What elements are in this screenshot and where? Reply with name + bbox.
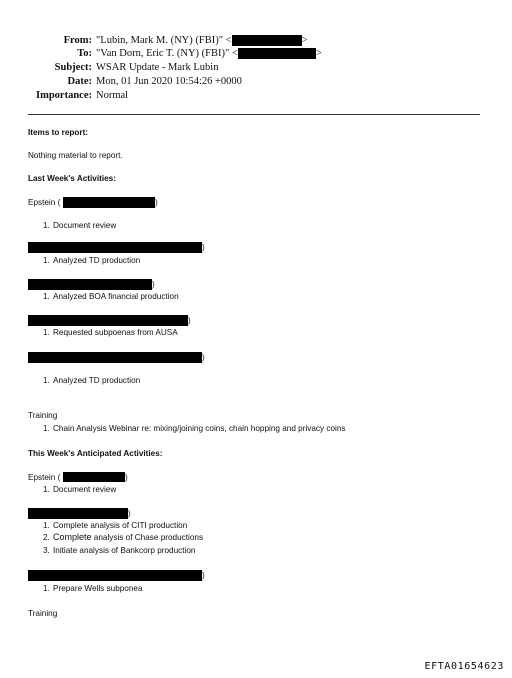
list-item: 1. Requested subpoenas from AUSA xyxy=(43,328,178,337)
paren-close: ) xyxy=(202,571,205,580)
date-value: Mon, 01 Jun 2020 10:54:26 +0000 xyxy=(96,76,242,87)
to-value: "Van Dorn, Eric T. (NY) (FBI)" < > xyxy=(96,48,322,59)
paren-close: ) xyxy=(128,509,131,518)
bates-number: EFTA01654623 xyxy=(424,661,504,672)
from-value: "Lubin, Mark M. (NY) (FBI)" < > xyxy=(96,35,308,46)
paren-close: ) xyxy=(152,280,155,289)
redaction-bar xyxy=(28,352,202,363)
redaction-bar xyxy=(28,242,202,253)
header-divider xyxy=(28,114,480,115)
list-item: 1. Analyzed TD production xyxy=(43,256,141,265)
items-to-report-heading: Items to report: xyxy=(28,128,89,137)
last-week-epstein-label: Epstein ( xyxy=(28,198,61,207)
this-week-epstein-label: Epstein ( xyxy=(28,473,61,482)
redaction-bar xyxy=(232,35,302,46)
list-item: 1. Analyzed BOA financial production xyxy=(43,292,179,301)
redaction-bar xyxy=(28,570,202,581)
list-item: 1. Document review xyxy=(43,485,117,494)
redaction-bar xyxy=(63,472,125,482)
subject-label: Subject: xyxy=(54,62,92,73)
importance-label: Importance: xyxy=(36,90,92,101)
date-label: Date: xyxy=(67,76,92,87)
paren-close: ) xyxy=(125,473,128,482)
list-item: 1. Chain Analysis Webinar re: mixing/joining coins, chain hopping and privacy coins xyxy=(43,424,346,433)
redaction-bar xyxy=(28,315,188,326)
items-to-report-text: Nothing material to report. xyxy=(28,151,123,160)
redaction-bar xyxy=(28,279,152,290)
redaction-bar xyxy=(63,197,155,208)
this-week-training-label: Training xyxy=(28,609,58,618)
paren-close: ) xyxy=(202,353,205,362)
paren-close: ) xyxy=(188,316,191,325)
from-label: From: xyxy=(63,35,92,46)
subject-value: WSAR Update - Mark Lubin xyxy=(96,62,219,73)
importance-value: Normal xyxy=(96,90,129,101)
list-item: 1. Analyzed TD production xyxy=(43,376,141,385)
list-item: 1. Complete analysis of CITI production xyxy=(43,521,188,530)
paren-close: ) xyxy=(155,198,158,207)
list-item: 3. Initiate analysis of Bankcorp production xyxy=(43,546,196,555)
last-week-heading: Last Week's Activities: xyxy=(28,174,116,183)
last-week-training-label: Training xyxy=(28,411,58,420)
paren-close: ) xyxy=(202,243,205,252)
list-item: 1. Document review xyxy=(43,221,117,230)
this-week-heading: This Week's Anticipated Activities: xyxy=(28,449,163,458)
list-item: 1. Prepare Wells subponea xyxy=(43,584,143,593)
redaction-bar xyxy=(28,508,128,519)
redaction-bar xyxy=(238,48,316,59)
list-item: 2. Complete analysis of Chase productions xyxy=(43,532,204,542)
to-label: To: xyxy=(77,48,92,59)
